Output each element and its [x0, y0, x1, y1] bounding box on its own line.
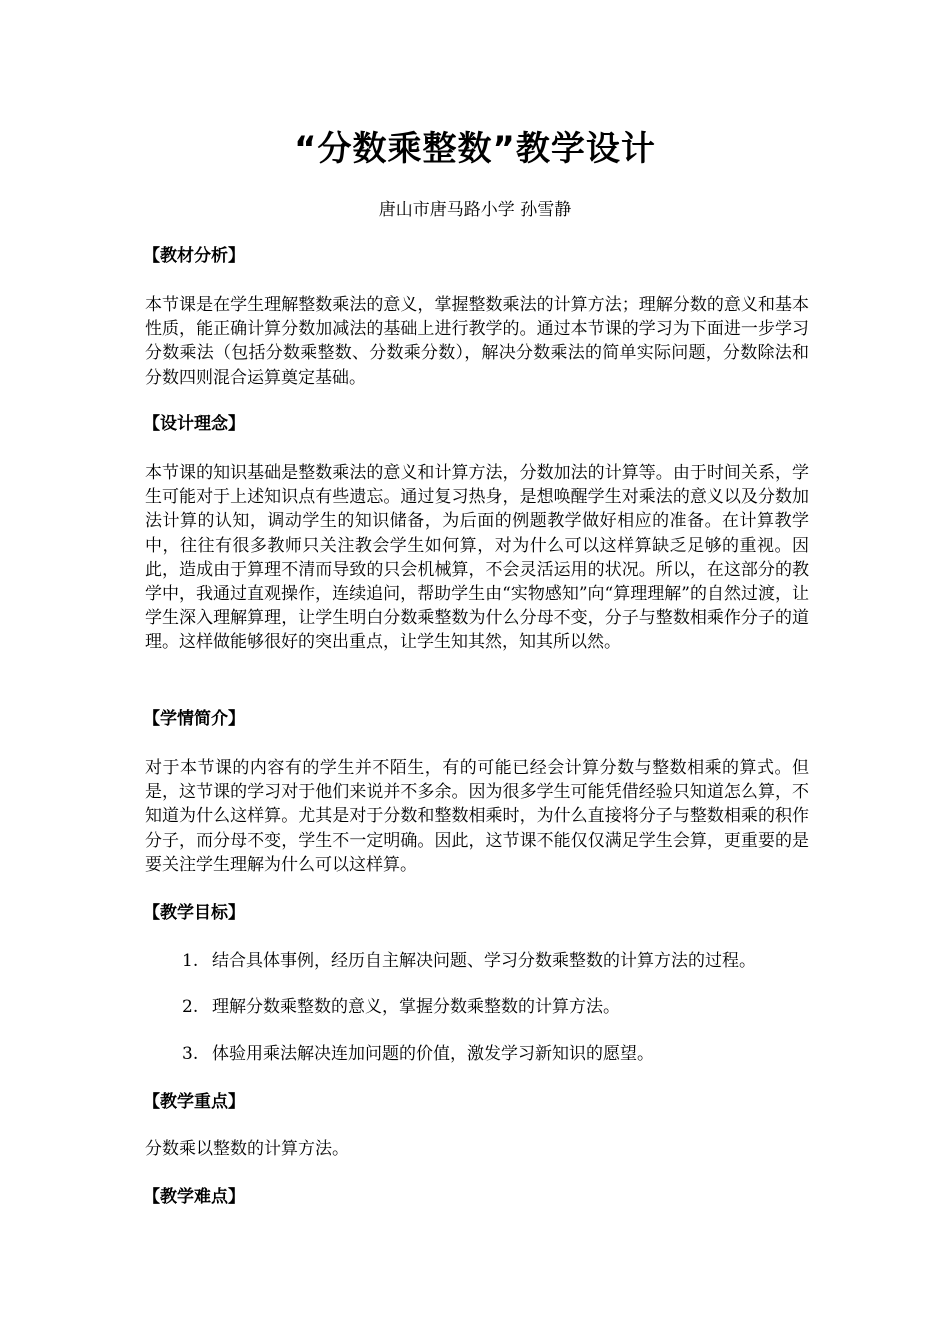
document-author: 唐山市唐马路小学 孙雪静 [378, 200, 572, 220]
section-body-students: 对于本节课的内容有的学生并不陌生，有的可能已经会计算分数与整数相乘的算式。但是，这节课的学习对于他们来说并不多余。因为很多学生可能凭借经验只知道怎么算，不知道为什么这样算。尤其是对于分数和整数相乘时，为什么直接将分子与整数相乘的积作分子，而分母不变，学生不一定明确。因此，这节课不能仅仅满足学生会算，更重要的是要关注学生理解为什么可以这样算。 [145, 758, 809, 875]
section-heading-analysis: 【教材分析】 [143, 246, 245, 266]
goal-item-text: 理解分数乘整数的意义，掌握分数乘整数的计算方法。 [212, 997, 620, 1017]
goal-item [182, 948, 822, 974]
goal-item-text: 结合具体事例，经历自主解决问题、学习分数乘整数的计算方法的过程。 [212, 951, 756, 971]
goal-item-number: 3. [182, 1044, 199, 1064]
section-body-key-point: 分数乘以整数的计算方法。 [145, 1139, 349, 1159]
section-heading-students: 【学情简介】 [143, 709, 245, 729]
section-heading-goals: 【教学目标】 [143, 903, 245, 923]
section-heading-difficulty: 【教学难点】 [143, 1187, 245, 1207]
section-body-concept: 本节课的知识基础是整数乘法的意义和计算方法，分数加法的计算等。由于时间关系，学生可能对于上述知识点有些遗忘。通过复习热身，是想唤醒学生对乘法的意义以及分数加法计算的认知，调动学生的知识储备，为后面的例题教学做好相应的准备。在计算教学中，往往有很多教师只关注教会学生如何算，对为什么可以这样算缺乏足够的重视。因此，造成由于算理不清而导致的只会机械算，不会灵活运用的状况。所以，在这部分的教学中，我通过直观操作，连续追问，帮助学生由“实物感知”向“算理理解”的自然过渡，让学生深入理解算理，让学生明白分数乘整数为什么分母不变，分子与整数相乘作分子的道理。这样做能够很好的突出重点，让学生知其然，知其所以然。 [145, 463, 809, 653]
goal-item [182, 994, 822, 1020]
section-heading-key-point: 【教学重点】 [143, 1092, 245, 1112]
section-body-analysis: 本节课是在学生理解整数乘法的意义，掌握整数乘法的计算方法；理解分数的意义和基本性质，能正确计算分数加减法的基础上进行教学的。通过本节课的学习为下面进一步学习分数乘法（包括分数乘整数、分数乘分数），解决分数乘法的简单实际问题，分数除法和分数四则混合运算奠定基础。 [145, 295, 809, 388]
goal-item-number: 2. [182, 997, 199, 1017]
goal-item-text: 体验用乘法解决连加问题的价值，激发学习新知识的愿望。 [212, 1044, 654, 1064]
document-title: “分数乘整数”教学设计 [294, 129, 656, 169]
goal-item [182, 1041, 822, 1067]
goal-item-number: 1. [182, 951, 199, 971]
section-heading-concept: 【设计理念】 [143, 414, 245, 434]
